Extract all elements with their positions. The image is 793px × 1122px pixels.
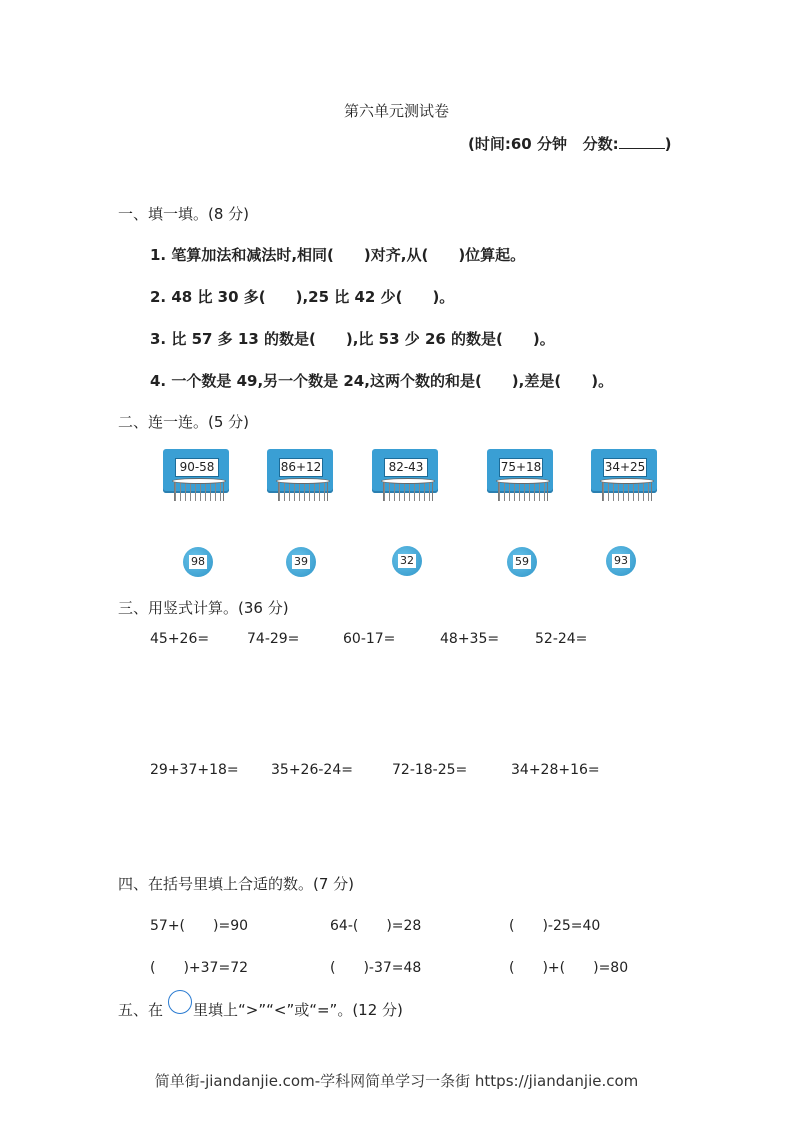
ball-number: 39: [294, 555, 308, 568]
fill-item-3: 3. 比 57 多 13 的数是( ),比 53 少 26 的数是( )。: [150, 330, 555, 348]
calc-expression: 60-17=: [343, 631, 396, 647]
section-3-heading: 三、用竖式计算。(36 分): [118, 599, 289, 617]
calc-expression: 29+37+18=: [150, 762, 239, 778]
basketball-2: [286, 547, 316, 577]
section-1-heading: 一、填一填。(8 分): [118, 205, 250, 223]
calc-expression: 74-29=: [247, 631, 300, 647]
section-4-heading: 四、在括号里填上合适的数。(7 分): [118, 875, 355, 893]
hoop-net: [383, 481, 433, 501]
ball-number: 93: [614, 554, 628, 567]
fill-item-2: 2. 48 比 30 多( ),25 比 42 少( )。: [150, 288, 455, 306]
hoop-expression: 75+18: [499, 458, 543, 477]
hoop-expression: 82-43: [384, 458, 428, 477]
exam-meta: [468, 133, 671, 154]
ball-number: 32: [400, 554, 414, 567]
hoop-expression: 34+25: [603, 458, 647, 477]
calc-expression: 45+26=: [150, 631, 210, 647]
section-5-heading-end: 里填上“>”“<”或“=”。(12 分): [193, 1001, 403, 1019]
ball-number: 59: [515, 555, 529, 568]
page-title: 第六单元测试卷: [343, 102, 449, 120]
fill-item-1: 1. 笔算加法和减法时,相同( )对齐,从( )位算起。: [150, 246, 526, 264]
fill-item-4: 4. 一个数是 49,另一个数是 24,这两个数的和是( ),差是( )。: [150, 372, 614, 390]
calc-expression: 48+35=: [440, 631, 500, 647]
basketball-3: [392, 546, 422, 576]
calc-expression: 72-18-25=: [392, 762, 468, 778]
calc-expression: 34+28+16=: [511, 762, 600, 778]
hoop-net: [498, 481, 548, 501]
fill-expression: ( )-25=40: [509, 918, 601, 934]
ball-number: 98: [191, 555, 205, 568]
fill-expression: ( )+( )=80: [509, 960, 629, 976]
fill-expression: ( )-37=48: [330, 960, 422, 976]
meta-close: ): [664, 135, 672, 153]
section-2-heading: 二、连一连。(5 分): [118, 413, 250, 431]
hoop-net: [174, 481, 224, 501]
circle-icon: [168, 990, 192, 1014]
hoop-net: [602, 481, 652, 501]
time-label: (时间:60 分钟: [468, 135, 567, 153]
fill-expression: 64-( )=28: [330, 918, 422, 934]
hoop-expression: 86+12: [279, 458, 323, 477]
footer-watermark: 简单街-jiandanjie.com-学科网简单学习一条街 https://jiandanjie.com: [154, 1072, 639, 1090]
score-label: 分数:: [582, 135, 619, 153]
calc-expression: 52-24=: [535, 631, 588, 647]
basketball-1: [183, 547, 213, 577]
hoop-expression: 90-58: [175, 458, 219, 477]
section-5-heading-start: 五、在: [118, 1001, 164, 1019]
hoop-net: [278, 481, 328, 501]
score-blank: [619, 134, 665, 149]
basketball-5: [606, 546, 636, 576]
fill-expression: ( )+37=72: [150, 960, 249, 976]
fill-expression: 57+( )=90: [150, 918, 249, 934]
calc-expression: 35+26-24=: [271, 762, 353, 778]
basketball-4: [507, 547, 537, 577]
